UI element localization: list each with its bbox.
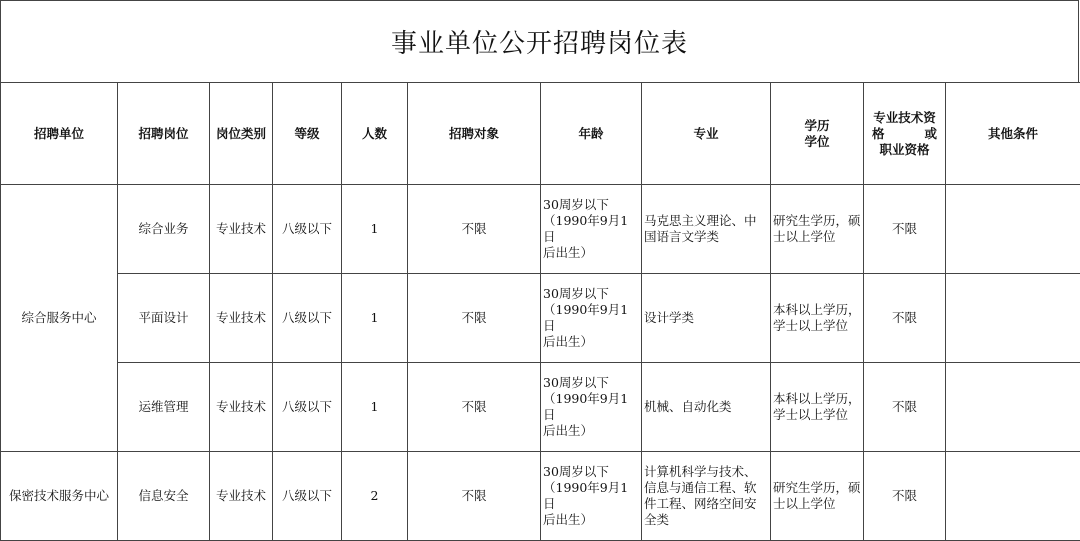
header-count: 人数 xyxy=(342,83,408,185)
cell-unit: 保密技术服务中心 xyxy=(1,452,118,541)
cell-major: 机械、自动化类 xyxy=(642,363,771,452)
cell-grade: 八级以下 xyxy=(273,452,342,541)
header-row xyxy=(1,83,1080,185)
cell-other xyxy=(946,452,1080,541)
age-line1: 30周岁以下 xyxy=(543,464,639,480)
table-row xyxy=(1,363,1080,452)
age-line3: 后出生） xyxy=(543,245,639,261)
table-row xyxy=(1,185,1080,274)
cell-target: 不限 xyxy=(408,274,541,363)
age-line2: （1990年9月1日 xyxy=(543,480,639,512)
cell-qualification: 不限 xyxy=(864,185,946,274)
cell-post: 综合业务 xyxy=(118,185,210,274)
cell-qualification: 不限 xyxy=(864,363,946,452)
cell-age xyxy=(541,452,642,541)
cell-other xyxy=(946,185,1080,274)
header-edu-line2: 学位 xyxy=(771,134,863,150)
header-category: 岗位类别 xyxy=(210,83,273,185)
cell-target: 不限 xyxy=(408,363,541,452)
cell-count: 1 xyxy=(342,274,408,363)
cell-other xyxy=(946,363,1080,452)
age-line2: （1990年9月1日 xyxy=(543,302,639,334)
cell-education: 研究生学历，硕士以上学位 xyxy=(771,452,864,541)
cell-qualification: 不限 xyxy=(864,274,946,363)
table-row xyxy=(1,274,1080,363)
cell-count: 1 xyxy=(342,185,408,274)
cell-post: 运维管理 xyxy=(118,363,210,452)
page-title: 事业单位公开招聘岗位表 xyxy=(0,0,1079,82)
cell-education: 本科以上学历，学士以上学位 xyxy=(771,363,864,452)
header-qual-line1: 专业技术资 xyxy=(864,110,945,126)
cell-qualification: 不限 xyxy=(864,452,946,541)
header-unit: 招聘单位 xyxy=(1,83,118,185)
cell-target: 不限 xyxy=(408,452,541,541)
cell-category: 专业技术 xyxy=(210,185,273,274)
cell-major: 马克思主义理论、中国语言文学类 xyxy=(642,185,771,274)
header-qual-line2b: 或 xyxy=(924,126,937,142)
age-line1: 30周岁以下 xyxy=(543,286,639,302)
header-qual-line2 xyxy=(864,126,945,142)
age-line3: 后出生） xyxy=(543,512,639,528)
cell-education: 研究生学历，硕士以上学位 xyxy=(771,185,864,274)
cell-major: 设计学类 xyxy=(642,274,771,363)
cell-target: 不限 xyxy=(408,185,541,274)
header-age: 年龄 xyxy=(541,83,642,185)
header-post: 招聘岗位 xyxy=(118,83,210,185)
cell-age xyxy=(541,274,642,363)
cell-post: 平面设计 xyxy=(118,274,210,363)
header-target: 招聘对象 xyxy=(408,83,541,185)
cell-category: 专业技术 xyxy=(210,274,273,363)
cell-grade: 八级以下 xyxy=(273,363,342,452)
cell-category: 专业技术 xyxy=(210,363,273,452)
cell-education: 本科以上学历，学士以上学位 xyxy=(771,274,864,363)
cell-category: 专业技术 xyxy=(210,452,273,541)
age-line1: 30周岁以下 xyxy=(543,197,639,213)
header-qual-line3: 职业资格 xyxy=(864,142,945,158)
age-line3: 后出生） xyxy=(543,423,639,439)
cell-post: 信息安全 xyxy=(118,452,210,541)
header-major: 专业 xyxy=(642,83,771,185)
cell-count: 1 xyxy=(342,363,408,452)
cell-unit: 综合服务中心 xyxy=(1,185,118,452)
header-qualification xyxy=(864,83,946,185)
cell-grade: 八级以下 xyxy=(273,274,342,363)
table-row xyxy=(1,452,1080,541)
header-qual-line2a: 格 xyxy=(872,126,885,142)
positions-table xyxy=(0,82,1080,541)
header-other: 其他条件 xyxy=(946,83,1080,185)
header-edu-line1: 学历 xyxy=(771,118,863,134)
age-line2: （1990年9月1日 xyxy=(543,391,639,423)
cell-grade: 八级以下 xyxy=(273,185,342,274)
header-education xyxy=(771,83,864,185)
age-line2: （1990年9月1日 xyxy=(543,213,639,245)
cell-age xyxy=(541,363,642,452)
cell-count: 2 xyxy=(342,452,408,541)
cell-major: 计算机科学与技术、信息与通信工程、软件工程、网络空间安全类 xyxy=(642,452,771,541)
cell-age xyxy=(541,185,642,274)
age-line1: 30周岁以下 xyxy=(543,375,639,391)
age-line3: 后出生） xyxy=(543,334,639,350)
cell-other xyxy=(946,274,1080,363)
header-grade: 等级 xyxy=(273,83,342,185)
